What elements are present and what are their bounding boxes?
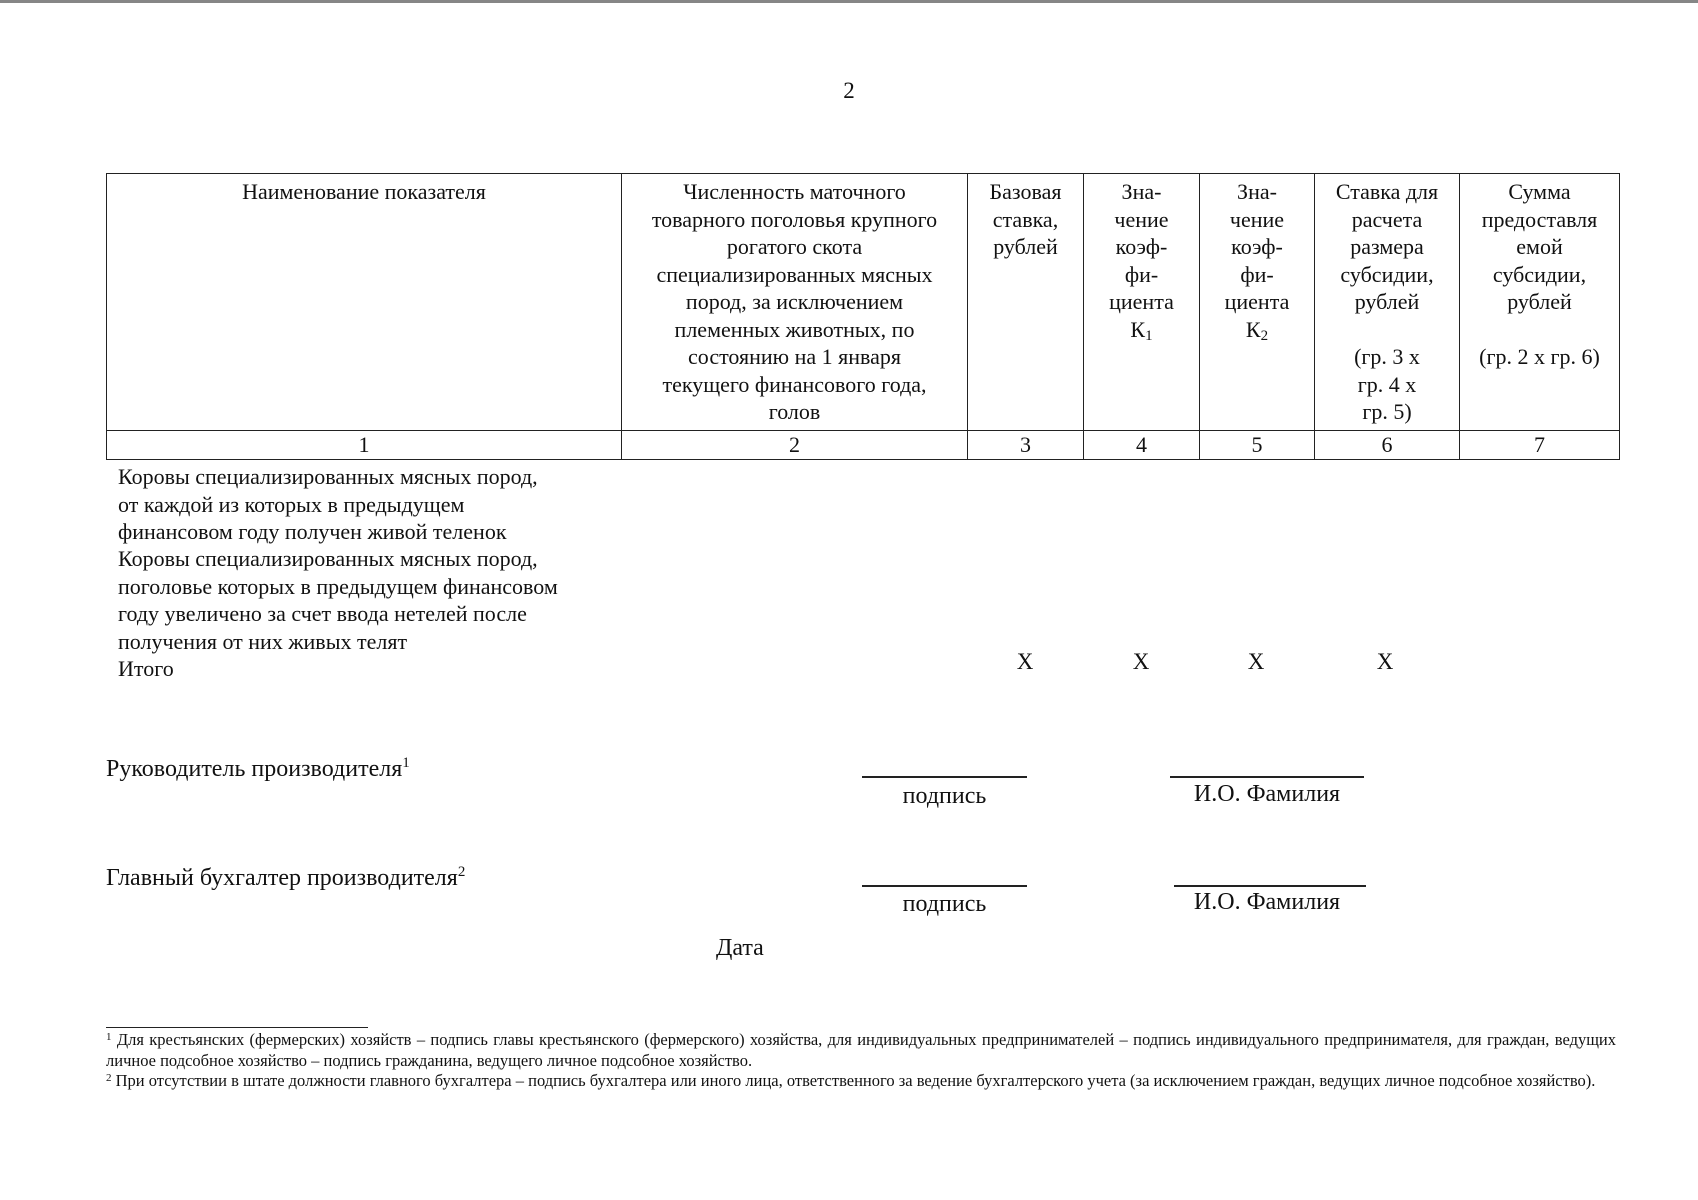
name-caption: И.О. Фамилия <box>1193 781 1341 807</box>
column-number: 3 <box>968 431 1084 460</box>
header-base-rate: Базовая ставка, рублей <box>968 174 1084 431</box>
row-cows-live-calf: Коровы специализированных мясных пород, от каждой из которых в предыдущем финансовом году получен живой теленок <box>118 464 538 544</box>
header-subsidy-amount: Сумма предоставля емой субсидии, рублей (гр. 2 х гр. 6) <box>1460 174 1620 431</box>
signature-title-accountant: Главный бухгалтер производителя$^2$ <box>106 864 466 891</box>
total-mark-base-rate: Х <box>1016 649 1034 674</box>
footnote-1: $^1$ Для крестьянских (фермерских) хозяйств – подпись главы крестьянского (фермерского) хозяйства, для индивидуальных предпринимателей – подпись индивидуального предпринимателя, для граждан, ведущих личное подсобное хозяйство – подпись гражданина, ведущего личное подсобное хозяйство. <box>106 1030 1616 1070</box>
row-cows-heifers: Коровы специализированных мясных пород, поголовье которых в предыдущем финансовом году увеличено за счет ввода нетелей после получения от них живых телят <box>118 546 558 654</box>
column-number: 7 <box>1460 431 1620 460</box>
column-number: 1 <box>107 431 622 460</box>
column-number-row <box>107 431 1620 460</box>
subsidy-table <box>106 173 1620 460</box>
page-number: 2 <box>843 78 855 103</box>
name-caption: И.О. Фамилия <box>1193 889 1341 915</box>
column-number: 4 <box>1084 431 1200 460</box>
header-indicator-name: Наименование показателя <box>107 174 622 431</box>
header-subsidy-rate: Ставка для расчета размера субсидии, рублей (гр. 3 х гр. 4 х гр. 5) <box>1315 174 1460 431</box>
signature-title-head: Руководитель производителя$^1$ <box>106 755 410 782</box>
name-line <box>1170 776 1364 778</box>
scan-edge-line <box>0 0 1698 3</box>
row-total: Итого <box>118 656 174 681</box>
name-line <box>1174 885 1366 887</box>
footnote-2: $^2$ При отсутствии в штате должности главного бухгалтера – подпись бухгалтера или иного лица, ответственного за ведение бухгалтерского учета (за исключением граждан, ведущих личное подсобное хозяйство). <box>106 1071 1596 1090</box>
header-coefficient-k2: Зна- чение коэф- фи- циента $К_2$ <box>1200 174 1315 431</box>
date-label: Дата <box>716 935 764 961</box>
total-mark-k2: Х <box>1247 649 1265 674</box>
total-mark-k1: Х <box>1132 649 1150 674</box>
column-number: 5 <box>1200 431 1315 460</box>
column-number: 2 <box>622 431 968 460</box>
signature-line <box>862 776 1027 778</box>
signature-line <box>862 885 1027 887</box>
table-header-row <box>107 174 1620 431</box>
signature-caption: подпись <box>902 891 987 917</box>
signature-caption: подпись <box>902 783 987 809</box>
header-herd-count: Численность маточного товарного поголовья крупного рогатого скота специализированных мясных пород, за исключением племенных животных, по состоянию на 1 января текущего финансового года, голов <box>622 174 968 431</box>
header-coefficient-k1: Зна- чение коэф- фи- циента $К_1$ <box>1084 174 1200 431</box>
column-number: 6 <box>1315 431 1460 460</box>
total-mark-subsidy-rate: Х <box>1376 649 1394 674</box>
